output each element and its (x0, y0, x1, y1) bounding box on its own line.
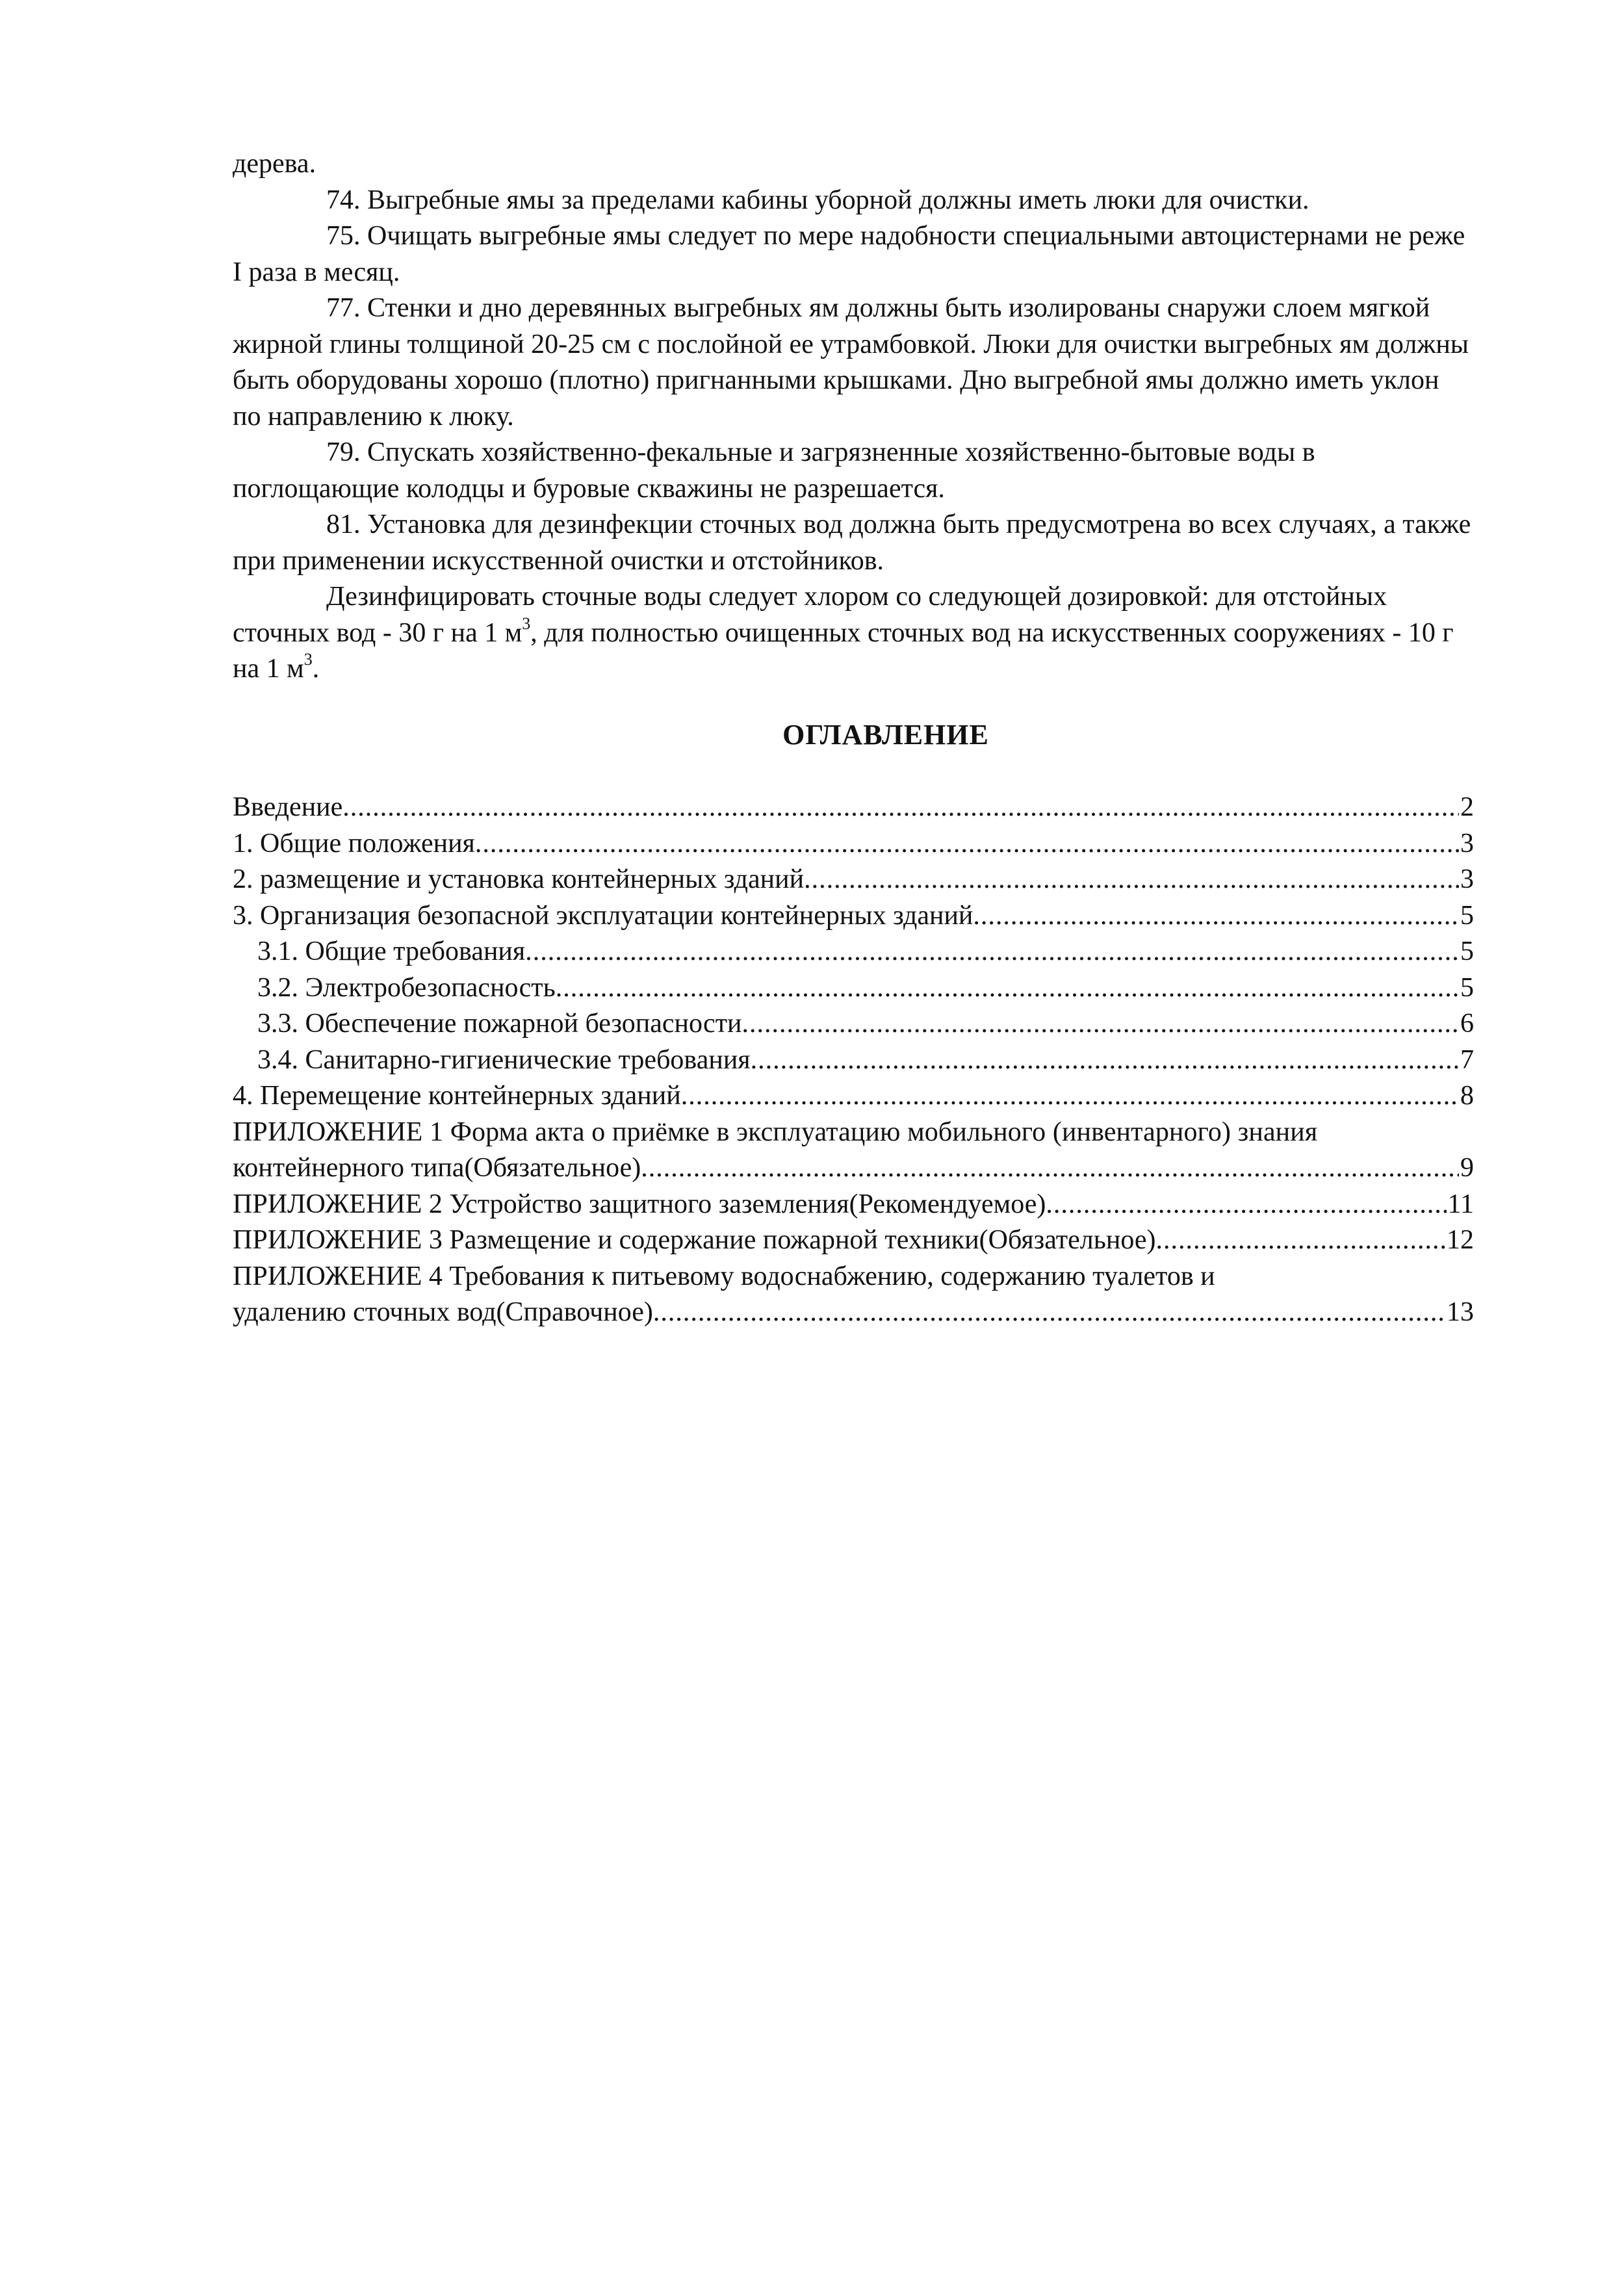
paragraph: 74. Выгребные ямы за пределами кабины уборной должны иметь люки для очистки. (326, 185, 1309, 215)
body-text (233, 146, 1474, 688)
toc-entry-title: 3.4. Санитарно-гигиенические требования (257, 1044, 751, 1075)
toc-appendix-entry[interactable] (233, 1187, 1474, 1223)
toc-entry[interactable] (233, 1078, 1474, 1115)
toc-entry-title: ПРИЛОЖЕНИЕ 2 Устройство защитного заземления(Рекомендуемое) (233, 1189, 1046, 1219)
toc-leader-dots (475, 826, 1459, 862)
document-page (233, 146, 1474, 1327)
toc-entry-title: удалению сточных вод(Справочное) (233, 1297, 653, 1327)
toc-entry-continuation (233, 1150, 1474, 1187)
toc-entry-page: 5 (1460, 937, 1474, 966)
toc-appendix-entry[interactable] (233, 1259, 1474, 1331)
toc-entry-page: 12 (1447, 1225, 1474, 1255)
toc-appendix-entry[interactable] (233, 1222, 1474, 1259)
toc-entry-page: 8 (1460, 1081, 1474, 1111)
toc-entry-page: 3 (1460, 864, 1474, 894)
toc-leader-dots (525, 934, 1459, 970)
toc-entry[interactable] (233, 790, 1474, 826)
toc-leader-dots (742, 1006, 1459, 1042)
toc-entry[interactable] (233, 826, 1474, 862)
toc-leader-dots (1156, 1222, 1445, 1259)
toc-entry-title: 2. размещение и установка контейнерных зданий (233, 864, 805, 894)
superscript: 3 (303, 650, 313, 669)
toc-leader-dots (973, 898, 1459, 935)
paragraph: 81. Установка для дезинфекции сточных вод должна быть предусмотрена во всех случаях, а также при применении искусственной очистки и отстойников. (233, 510, 1471, 576)
toc-entry-page: 5 (1460, 972, 1474, 1003)
toc-subentry[interactable] (233, 1006, 1474, 1042)
toc-entry-title: контейнерного типа(Обязательное) (233, 1153, 641, 1183)
toc-entry-title: ПРИЛОЖЕНИЕ 3 Размещение и содержание пожарной техники(Обязательное) (233, 1225, 1156, 1255)
toc-entry-page: 9 (1460, 1153, 1474, 1183)
toc-entry-page: 6 (1460, 1009, 1474, 1039)
disinfection-text-1: Дезинфицировать сточные воды следует хлором со следующей дозировкой: для отстойных сточных вод - 30 г на 1 м (233, 582, 1387, 648)
toc-entry[interactable] (233, 862, 1474, 898)
toc-subentry[interactable] (233, 934, 1474, 970)
toc-entry-page: 11 (1447, 1189, 1474, 1219)
toc-entry-title: 4. Перемещение контейнерных зданий (233, 1081, 681, 1111)
toc-subentry[interactable] (233, 970, 1474, 1007)
superscript: 3 (522, 614, 531, 633)
toc-leader-dots (751, 1042, 1459, 1079)
paragraph: 79. Спускать хозяйственно-фекальные и загрязненные хозяйственно-бытовые воды в поглощающие колодцы и буровые скважины не разрешается. (233, 437, 1315, 504)
toc-entry-page: 13 (1447, 1297, 1474, 1327)
toc-entry-title: 3.1. Общие требования (257, 937, 526, 966)
toc-entry-title: ПРИЛОЖЕНИЕ 1 Форма акта о приёмке в эксплуатацию мобильного (инвентарного) знания (233, 1117, 1318, 1147)
toc-entry-title: 3.3. Обеспечение пожарной безопасности (257, 1009, 742, 1039)
toc-leader-dots (804, 862, 1459, 898)
toc-entry-page: 5 (1460, 900, 1474, 931)
table-of-contents (233, 790, 1474, 1331)
toc-entry-title: Введение (233, 792, 343, 822)
toc-entry-page: 3 (1460, 828, 1474, 859)
toc-entry-title: 1. Общие положения (233, 828, 475, 859)
toc-entry[interactable] (233, 898, 1474, 935)
toc-subentry[interactable] (233, 1042, 1474, 1079)
paragraph: 75. Очищать выгребные ямы следует по мере надобности специальными автоцистернами не реже I раза в месяц. (233, 221, 1465, 287)
toc-title: ОГЛАВЛЕНИЕ (782, 719, 989, 751)
toc-entry-page: 2 (1460, 792, 1474, 822)
toc-entry-title: ПРИЛОЖЕНИЕ 4 Требования к питьевому водоснабжению, содержанию туалетов и (233, 1261, 1215, 1291)
toc-leader-dots (556, 970, 1459, 1007)
toc-entry-page: 7 (1460, 1044, 1474, 1075)
disinfection-text-2: , для полностью очищенных сточных вод на искусственных сооружениях - 10 г на 1 м (233, 617, 1454, 684)
toc-leader-dots (1046, 1187, 1446, 1223)
toc-leader-dots (641, 1150, 1459, 1187)
toc-appendix-entry[interactable] (233, 1115, 1474, 1187)
toc-entry-continuation (233, 1295, 1474, 1331)
paragraph: дерева. (233, 149, 316, 179)
paragraph: 77. Стенки и дно деревянных выгребных ям должны быть изолированы снаружи слоем мягкой жирной глины толщиной 20-25 см с послойной ее утрамбовкой. Люки для очистки выгребных ям должны быть оборудованы хорошо (плотно) пригнанными крышками. Дно выгребной ямы должно иметь уклон по направлению к люку. (233, 293, 1469, 432)
toc-entry-title: 3.2. Электробезопасность (257, 972, 556, 1003)
toc-entry-title: 3. Организация безопасной эксплуатации контейнерных зданий (233, 900, 973, 931)
disinfection-text-3: . (312, 654, 320, 684)
toc-leader-dots (653, 1295, 1445, 1331)
toc-leader-dots (342, 790, 1459, 826)
toc-leader-dots (681, 1078, 1459, 1115)
disinfection-paragraph (233, 579, 1474, 688)
